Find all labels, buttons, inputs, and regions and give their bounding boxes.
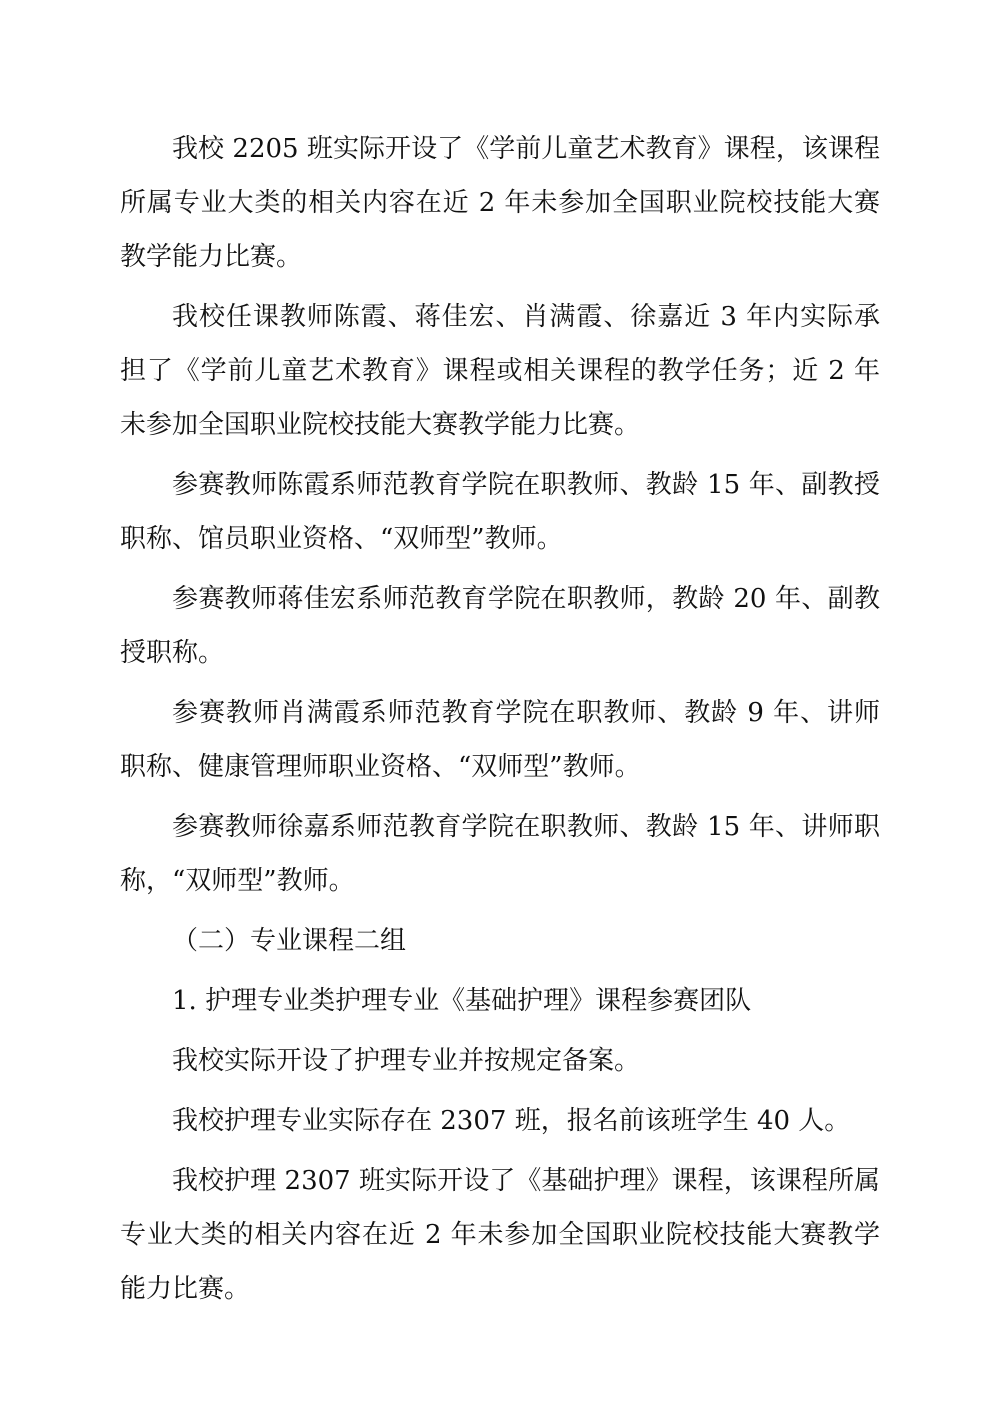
subsection-heading: 1. 护理专业类护理专业《基础护理》课程参赛团队 (172, 986, 752, 1016)
paragraph-course-2205: 我校 2205 班实际开设了《学前儿童艺术教育》课程，该课程所属专业大类的相关内容在近 2 年未参加全国职业院校技能大赛教学能力比赛。 (120, 134, 880, 272)
paragraph-teacher-jiang: 参赛教师蒋佳宏系师范教育学院在职教师，教龄 20 年、副教授职称。 (120, 584, 880, 668)
section-heading: （二）专业课程二组 (172, 926, 407, 956)
paragraph-nursing-course: 我校护理 2307 班实际开设了《基础护理》课程，该课程所属专业大类的相关内容在近 2 年未参加全国职业院校技能大赛教学能力比赛。 (120, 1166, 880, 1304)
paragraph-teacher-chen: 参赛教师陈霞系师范教育学院在职教师、教龄 15 年、副教授职称、馆员职业资格、“双师型”教师。 (120, 470, 880, 554)
paragraph-teacher-xiao: 参赛教师肖满霞系师范教育学院在职教师、教龄 9 年、讲师职称、健康管理师职业资格、“双师型”教师。 (120, 698, 880, 782)
paragraph-nursing-class: 我校护理专业实际存在 2307 班，报名前该班学生 40 人。 (172, 1106, 851, 1136)
document-body (120, 122, 880, 1322)
paragraph-nursing-major: 我校实际开设了护理专业并按规定备案。 (172, 1046, 641, 1076)
paragraph-teacher-xu: 参赛教师徐嘉系师范教育学院在职教师、教龄 15 年、讲师职称，“双师型”教师。 (120, 812, 880, 896)
paragraph-teachers: 我校任课教师陈霞、蒋佳宏、肖满霞、徐嘉近 3 年内实际承担了《学前儿童艺术教育》课程或相关课程的教学任务；近 2 年未参加全国职业院校技能大赛教学能力比赛。 (120, 302, 880, 440)
